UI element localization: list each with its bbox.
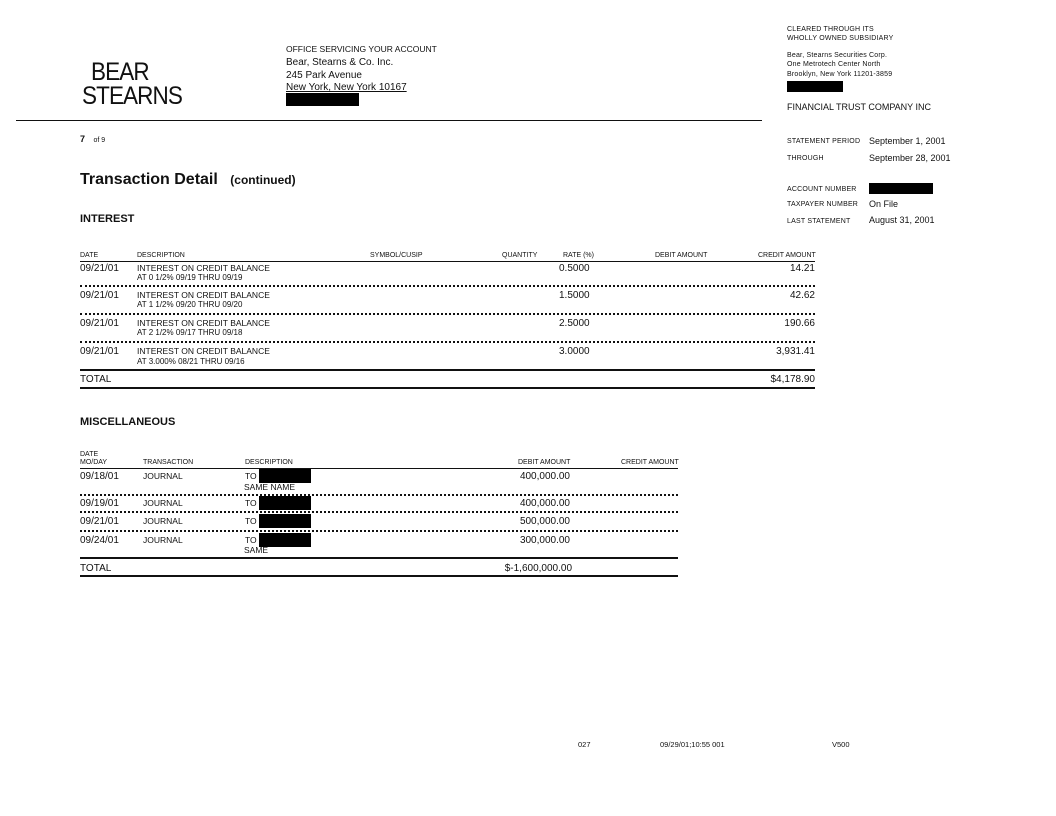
col-header-date: DATE [80, 451, 99, 458]
col-header-moday: MO/DAY [80, 459, 108, 466]
statement-label: STATEMENT PERIOD [787, 138, 861, 145]
col-header-debit: DEBIT AMOUNT [518, 459, 571, 466]
row-date: 09/18/01 [80, 471, 119, 482]
row-credit: 14.21 [789, 263, 815, 274]
row-transaction: JOURNAL [143, 516, 183, 526]
footer-timestamp: 09/29/01;10:55 001 [660, 740, 725, 749]
row-description: INTEREST ON CREDIT BALANCE [137, 263, 270, 273]
row-description: TO [245, 535, 257, 545]
row-rate: 1.5000 [559, 290, 590, 301]
total-label: TOTAL [80, 563, 112, 574]
misc-heading: MISCELLANEOUS [80, 416, 176, 428]
row-separator [80, 285, 815, 287]
interest-total: $4,178.90 [770, 374, 815, 385]
row-credit: 42.62 [789, 290, 815, 301]
total-label: TOTAL [80, 374, 112, 385]
account-number-redaction [869, 183, 933, 194]
statement-label: THROUGH [787, 155, 824, 162]
page-title [80, 171, 296, 189]
row-description-detail: SAME [244, 545, 269, 555]
row-date: 09/21/01 [80, 290, 119, 301]
table-header-rule [80, 261, 815, 262]
company-logo [82, 60, 182, 108]
row-description-detail: AT 3.000% 08/21 THRU 09/16 [137, 357, 245, 366]
statement-value: September 1, 2001 [869, 136, 946, 146]
office-heading: OFFICE SERVICING YOUR ACCOUNT [286, 44, 437, 54]
redaction-block [286, 93, 359, 106]
page-indicator [80, 129, 105, 147]
row-description: TO [245, 471, 257, 481]
page-total: of 9 [93, 137, 106, 144]
total-rule-top [80, 557, 678, 559]
row-date: 09/24/01 [80, 535, 119, 546]
row-transaction: JOURNAL [143, 535, 183, 545]
clearing-line-1: CLEARED THROUGH ITS [787, 26, 874, 33]
row-separator [80, 341, 815, 343]
col-header-credit: CREDIT AMOUNT [758, 252, 816, 259]
redaction-block [259, 496, 311, 510]
redaction-block [259, 514, 311, 528]
row-description-detail: AT 2 1/2% 09/17 THRU 09/18 [137, 328, 243, 337]
title-main: Transaction Detail [80, 171, 218, 188]
office-street: 245 Park Avenue [286, 70, 362, 81]
col-header-quantity: QUANTITY [502, 252, 538, 259]
clearing-name: Bear, Stearns Securities Corp. [787, 52, 888, 59]
statement-label: ACCOUNT NUMBER [787, 186, 857, 193]
page-number: 7 [80, 134, 86, 144]
row-description: TO [245, 516, 257, 526]
row-debit: 500,000.00 [519, 516, 570, 527]
title-sub: (continued) [230, 173, 296, 187]
statement-label: LAST STATEMENT [787, 218, 851, 225]
row-debit: 400,000.00 [519, 471, 570, 482]
row-description: TO [245, 498, 257, 508]
col-header-debit: DEBIT AMOUNT [655, 252, 708, 259]
clearing-street: One Metrotech Center North [787, 61, 881, 68]
col-header-symbol: SYMBOL/CUSIP [370, 252, 423, 259]
row-description-detail: SAME NAME [244, 482, 296, 492]
row-credit: 3,931.41 [776, 346, 815, 357]
row-rate: 0.5000 [559, 263, 590, 274]
clearing-line-2: WHOLLY OWNED SUBSIDIARY [787, 35, 894, 42]
row-description: INTEREST ON CREDIT BALANCE [137, 318, 270, 328]
col-header-description: DESCRIPTION [137, 252, 185, 259]
misc-total: $-1,600,000.00 [504, 563, 572, 574]
row-debit: 400,000.00 [519, 498, 570, 509]
row-separator [80, 511, 678, 513]
row-date: 09/21/01 [80, 346, 119, 357]
row-date: 09/19/01 [80, 498, 119, 509]
logo-line-2: STEARNS [82, 82, 182, 110]
row-transaction: JOURNAL [143, 498, 183, 508]
statement-value: September 28, 2001 [869, 153, 951, 163]
office-name: Bear, Stearns & Co. Inc. [286, 57, 394, 68]
col-header-rate: RATE (%) [563, 252, 594, 259]
row-transaction: JOURNAL [143, 471, 183, 481]
statement-label: TAXPAYER NUMBER [787, 201, 859, 208]
clearing-city: Brooklyn, New York 11201-3859 [787, 71, 893, 78]
redaction-block [787, 81, 843, 92]
row-description-detail: AT 0 1/2% 09/19 THRU 09/19 [137, 273, 243, 282]
col-header-date: DATE [80, 252, 99, 259]
interest-heading: INTEREST [80, 213, 135, 225]
row-date: 09/21/01 [80, 263, 119, 274]
col-header-credit: CREDIT AMOUNT [621, 459, 679, 466]
office-city: New York, New York 10167 [286, 82, 407, 93]
statement-value: August 31, 2001 [869, 215, 935, 225]
row-debit: 300,000.00 [519, 535, 570, 546]
row-rate: 3.0000 [559, 346, 590, 357]
header-divider [16, 120, 762, 121]
logo-line-1: BEAR [91, 58, 149, 86]
total-rule-top [80, 369, 815, 371]
row-separator [80, 494, 678, 496]
account-name: FINANCIAL TRUST COMPANY INC [787, 102, 932, 112]
col-header-description: DESCRIPTION [245, 459, 293, 466]
table-header-rule [80, 468, 678, 469]
row-separator [80, 313, 815, 315]
row-date: 09/21/01 [80, 318, 119, 329]
total-rule-bottom [80, 575, 678, 577]
col-header-transaction: TRANSACTION [143, 459, 194, 466]
row-date: 09/21/01 [80, 516, 119, 527]
row-description: INTEREST ON CREDIT BALANCE [137, 346, 270, 356]
row-separator [80, 530, 678, 532]
redaction-block [259, 469, 311, 483]
statement-value: On File [869, 199, 899, 209]
total-rule-bottom [80, 387, 815, 389]
footer-version: V500 [832, 740, 850, 749]
row-credit: 190.66 [784, 318, 815, 329]
footer-code: 027 [578, 740, 591, 749]
row-rate: 2.5000 [559, 318, 590, 329]
row-description-detail: AT 1 1/2% 09/20 THRU 09/20 [137, 300, 243, 309]
row-description: INTEREST ON CREDIT BALANCE [137, 290, 270, 300]
